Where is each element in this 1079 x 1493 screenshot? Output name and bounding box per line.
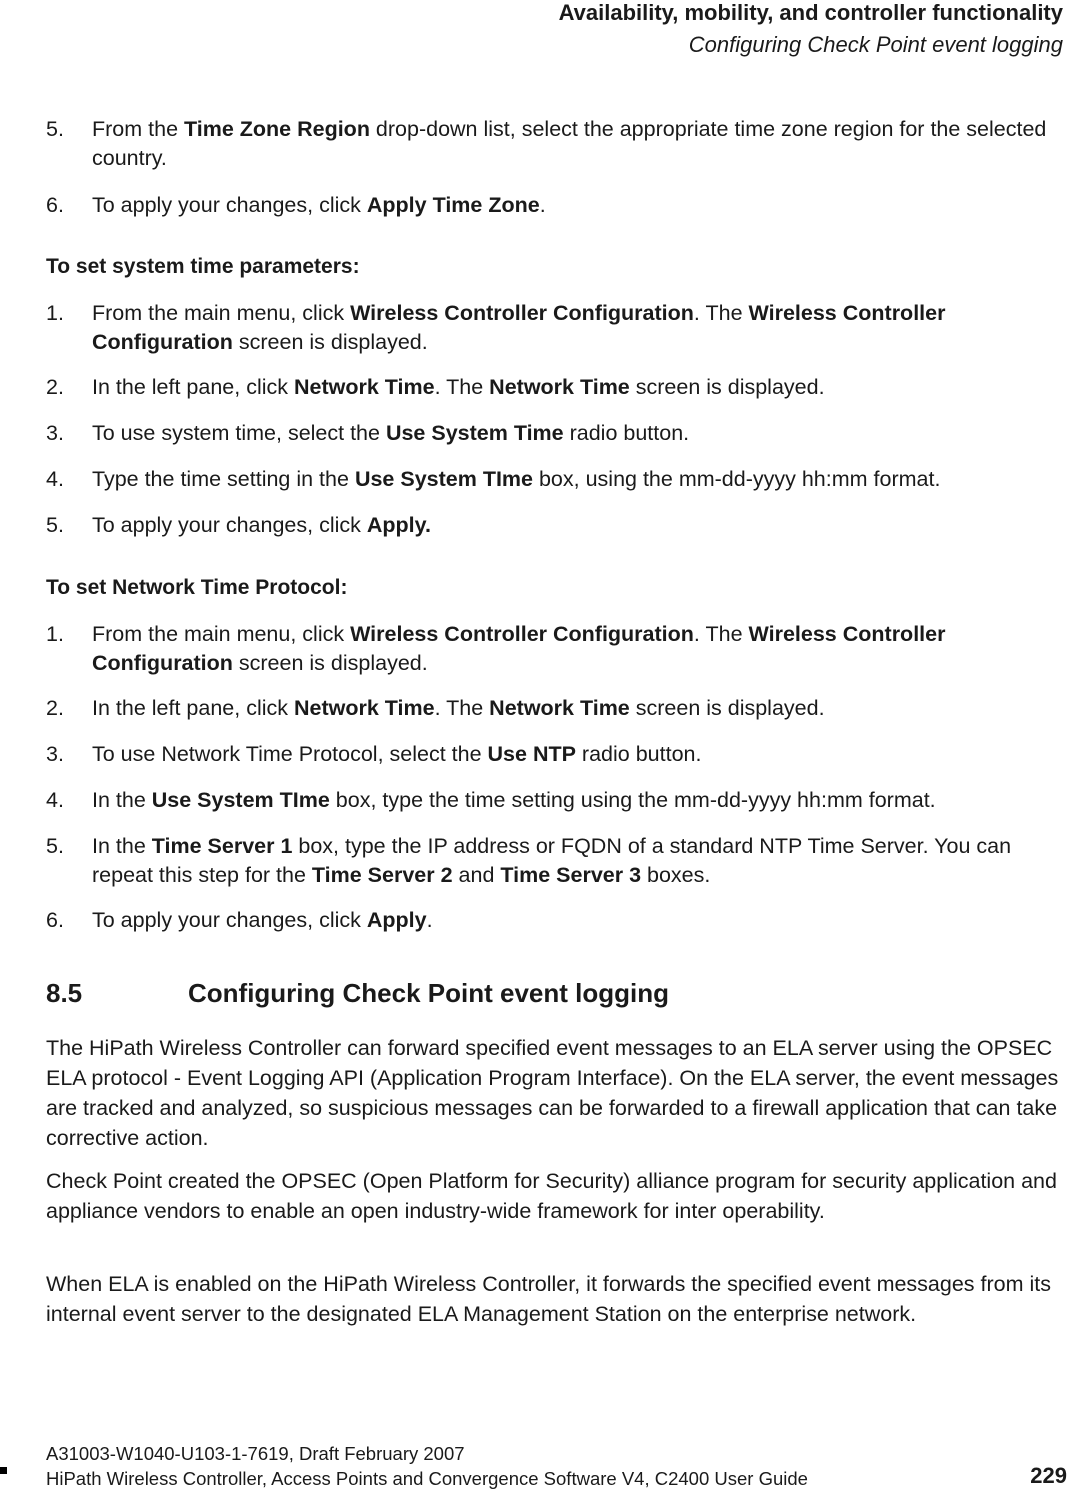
running-header-subtitle: Configuring Check Point event logging bbox=[688, 32, 1063, 57]
step-number: 6. bbox=[46, 908, 64, 932]
step-text bbox=[92, 421, 689, 445]
step-text-run: . bbox=[539, 193, 546, 217]
procedure-title-ntp: To set Network Time Protocol: bbox=[46, 576, 348, 599]
ui-term: Time Server 2 bbox=[311, 863, 453, 887]
step-text-run: In the left pane, click bbox=[92, 375, 294, 399]
ui-term: Wireless Controller Configuration bbox=[350, 301, 694, 325]
step-text bbox=[92, 788, 936, 812]
step-text-run: To use system time, select the bbox=[92, 421, 386, 445]
page-number: 229 bbox=[1030, 1463, 1067, 1488]
step-number: 3. bbox=[46, 421, 64, 445]
step-text-run: box, type the IP address or FQDN of a standard NTP Time Server. You can repeat this step for the bbox=[92, 834, 1012, 887]
step-text-run: radio button. bbox=[563, 421, 690, 445]
step-text-run: . The bbox=[693, 301, 749, 325]
procedure-title-system-time: To set system time parameters: bbox=[46, 255, 360, 278]
ui-term: Apply bbox=[366, 908, 427, 932]
step-number: 4. bbox=[46, 788, 64, 812]
step-number: 5. bbox=[46, 513, 64, 537]
step-text-run: To apply your changes, click bbox=[92, 193, 367, 217]
list-item bbox=[0, 465, 1079, 494]
time-zone-steps bbox=[0, 115, 1079, 220]
list-item bbox=[0, 299, 1079, 357]
footer-guide-title: HiPath Wireless Controller, Access Points and Convergence Software V4, C2400 User Guide bbox=[46, 1468, 808, 1489]
list-item bbox=[0, 373, 1079, 402]
step-text bbox=[92, 696, 825, 720]
step-number: 2. bbox=[46, 696, 64, 720]
ntp-steps bbox=[0, 620, 1079, 935]
running-header-title: Availability, mobility, and controller functionality bbox=[558, 0, 1063, 25]
ui-term: Use NTP bbox=[487, 742, 576, 766]
step-number: 4. bbox=[46, 467, 64, 491]
step-text-run: . The bbox=[693, 622, 749, 646]
ui-term: Use System Time bbox=[385, 421, 564, 445]
ui-term: Use System TIme bbox=[354, 467, 533, 491]
ui-term: Network Time bbox=[293, 696, 435, 720]
ui-term: Network Time bbox=[489, 375, 630, 399]
step-number: 2. bbox=[46, 375, 64, 399]
step-text-run: screen is displayed. bbox=[629, 696, 825, 720]
section-title: Configuring Check Point event logging bbox=[188, 978, 669, 1008]
step-text-run: screen is displayed. bbox=[232, 651, 428, 675]
step-text bbox=[92, 193, 546, 217]
section-number: 8.5 bbox=[46, 978, 83, 1008]
step-text-run: radio button. bbox=[575, 742, 702, 766]
ui-term: Time Server 3 bbox=[500, 863, 642, 887]
list-item bbox=[0, 832, 1079, 890]
step-text-run: drop-down list, select the appropriate time zone region for the selected country. bbox=[92, 117, 1047, 170]
margin-marker bbox=[0, 1467, 7, 1474]
step-text-run: screen is displayed. bbox=[629, 375, 825, 399]
step-text bbox=[92, 908, 433, 932]
step-text-run: To apply your changes, click bbox=[92, 513, 367, 537]
step-number: 3. bbox=[46, 742, 64, 766]
step-text-run: In the bbox=[92, 834, 152, 858]
step-text-run: Type the time setting in the bbox=[92, 467, 355, 491]
list-item bbox=[0, 620, 1079, 678]
step-text-run: From the main menu, click bbox=[92, 301, 351, 325]
step-text bbox=[92, 467, 940, 491]
ui-term: Wireless Controller Configuration bbox=[350, 622, 694, 646]
list-item bbox=[0, 511, 1079, 540]
list-item bbox=[0, 419, 1079, 448]
step-text-run: . bbox=[426, 908, 433, 932]
step-text-run: . The bbox=[434, 696, 490, 720]
step-text-run: . The bbox=[434, 375, 490, 399]
step-text-run: To apply your changes, click bbox=[92, 908, 367, 932]
ui-term: Network Time bbox=[293, 375, 435, 399]
list-item bbox=[0, 694, 1079, 723]
step-text-run: To use Network Time Protocol, select the bbox=[92, 742, 488, 766]
ui-term: Apply. bbox=[366, 513, 431, 537]
step-text-run: and bbox=[452, 863, 501, 887]
body-paragraph: When ELA is enabled on the HiPath Wireless Controller, it forwards the specified event messages from its internal event server to the designated ELA Management Station on the enterprise network. bbox=[46, 1272, 1051, 1326]
step-text bbox=[92, 301, 945, 354]
step-number: 1. bbox=[46, 622, 64, 646]
ui-term: Use System TIme bbox=[151, 788, 330, 812]
ui-term: Wireless Controller Configuration bbox=[92, 622, 946, 675]
step-text-run: From the bbox=[92, 117, 184, 141]
step-text bbox=[92, 622, 945, 675]
step-text-run: In the left pane, click bbox=[92, 696, 294, 720]
step-text bbox=[92, 117, 1046, 170]
step-number: 5. bbox=[46, 117, 64, 141]
system-time-steps bbox=[0, 299, 1079, 540]
step-text-run: screen is displayed. bbox=[232, 330, 428, 354]
list-item bbox=[0, 115, 1079, 173]
step-number: 6. bbox=[46, 193, 64, 217]
body-paragraph: The HiPath Wireless Controller can forward specified event messages to an ELA server using the OPSEC ELA protocol - Event Logging API (Application Program Interface). On the ELA server, the event messages are tracked and analyzed, so suspicious messages can be forwarded to a firewall application that can take corrective action. bbox=[46, 1036, 1059, 1150]
step-text bbox=[92, 834, 1011, 887]
step-number: 5. bbox=[46, 834, 64, 858]
step-text-run: box, using the mm-dd-yyyy hh:mm format. bbox=[533, 467, 941, 491]
step-text-run: In the bbox=[92, 788, 152, 812]
body-paragraph: Check Point created the OPSEC (Open Platform for Security) alliance program for security application and appliance vendors to enable an open industry-wide framework for inter operability. bbox=[46, 1169, 1057, 1223]
ui-term: Network Time bbox=[489, 696, 630, 720]
step-text bbox=[92, 375, 825, 399]
list-item bbox=[0, 191, 1079, 220]
ui-term: Apply Time Zone bbox=[366, 193, 540, 217]
step-number: 1. bbox=[46, 301, 64, 325]
footer-doc-id: A31003-W1040-U103-1-7619, Draft February 2007 bbox=[46, 1443, 465, 1464]
step-text-run: box, type the time setting using the mm-dd-yyyy hh:mm format. bbox=[329, 788, 936, 812]
ui-term: Time Server 1 bbox=[151, 834, 293, 858]
step-text bbox=[92, 742, 701, 766]
list-item bbox=[0, 906, 1079, 935]
step-text-run: From the main menu, click bbox=[92, 622, 351, 646]
step-text-run: boxes. bbox=[641, 863, 711, 887]
ui-term: Time Zone Region bbox=[184, 117, 370, 141]
ui-term: Wireless Controller Configuration bbox=[92, 301, 946, 354]
list-item bbox=[0, 786, 1079, 815]
list-item bbox=[0, 740, 1079, 769]
step-text bbox=[92, 513, 431, 537]
